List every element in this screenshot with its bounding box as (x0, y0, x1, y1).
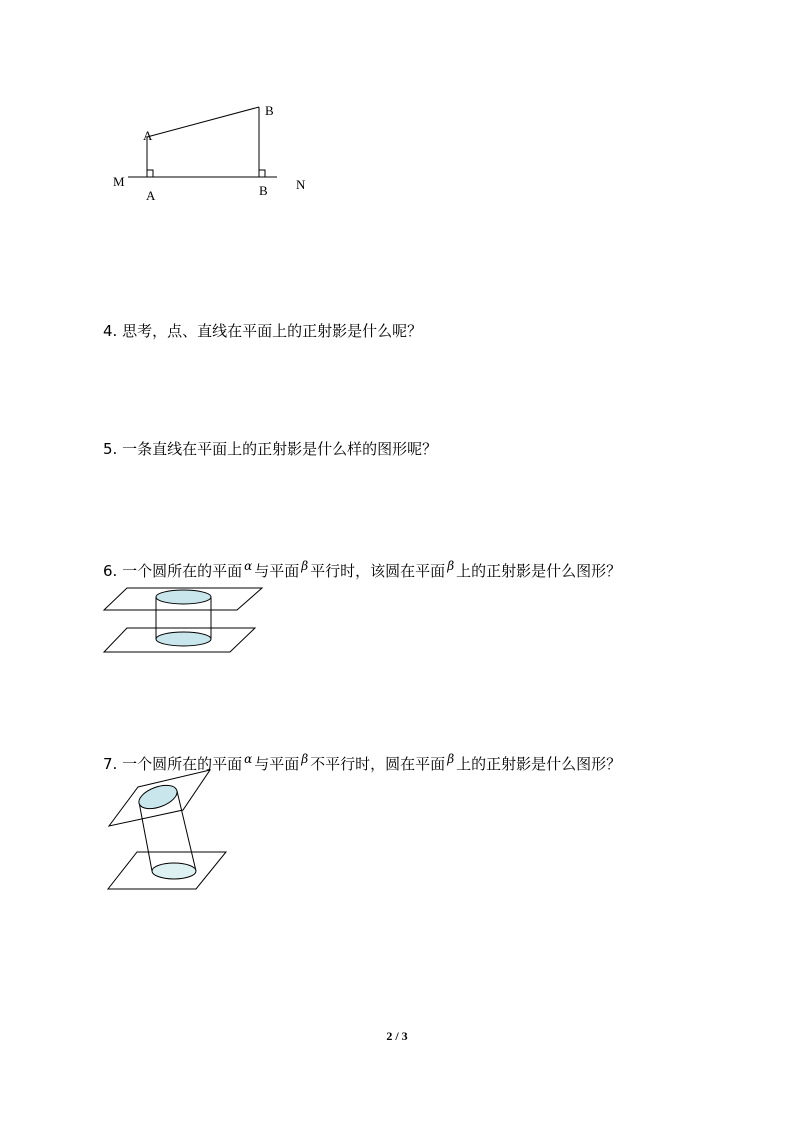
question-text-part: 不平行时，圆在平面 (310, 755, 446, 773)
question-number: 6. (103, 562, 118, 580)
label-n: N (296, 177, 306, 192)
beta-symbol: β (301, 559, 309, 573)
question-number: 4. (103, 322, 118, 340)
label-b-top: B (265, 103, 274, 118)
question-text-part: 与平面 (254, 562, 300, 580)
question-number: 5. (103, 440, 118, 458)
question-text-part: 与平面 (254, 755, 300, 773)
label-a-top: A (143, 128, 153, 143)
beta-symbol: β (301, 752, 309, 766)
beta-symbol: β (447, 559, 455, 573)
beta-symbol: β (447, 752, 455, 766)
cylinder-side-left (139, 802, 152, 871)
question-text-part: 上的正射影是什么图形？ (456, 562, 622, 580)
page-number: 2 / 3 (386, 1029, 408, 1043)
label-m: M (113, 174, 125, 189)
projection-ellipse (152, 863, 196, 879)
question-text-part: 上的正射影是什么图形？ (456, 755, 622, 773)
label-a-bottom: A (146, 188, 156, 203)
question-text-part: 一个圆所在的平面 (122, 562, 243, 580)
question-text: 思考，点、直线在平面上的正射影是什么呢？ (122, 322, 423, 340)
label-b-bottom: B (259, 183, 268, 198)
question-text: 一条直线在平面上的正射影是什么样的图形呢？ (122, 440, 438, 458)
question-text-part: 一个圆所在的平面 (122, 755, 243, 773)
alpha-symbol: α (244, 752, 253, 766)
question-text-part: 平行时，该圆在平面 (310, 562, 446, 580)
question-number: 7. (103, 755, 118, 773)
cylinder-side-right (177, 791, 196, 871)
alpha-symbol: α (244, 559, 253, 573)
